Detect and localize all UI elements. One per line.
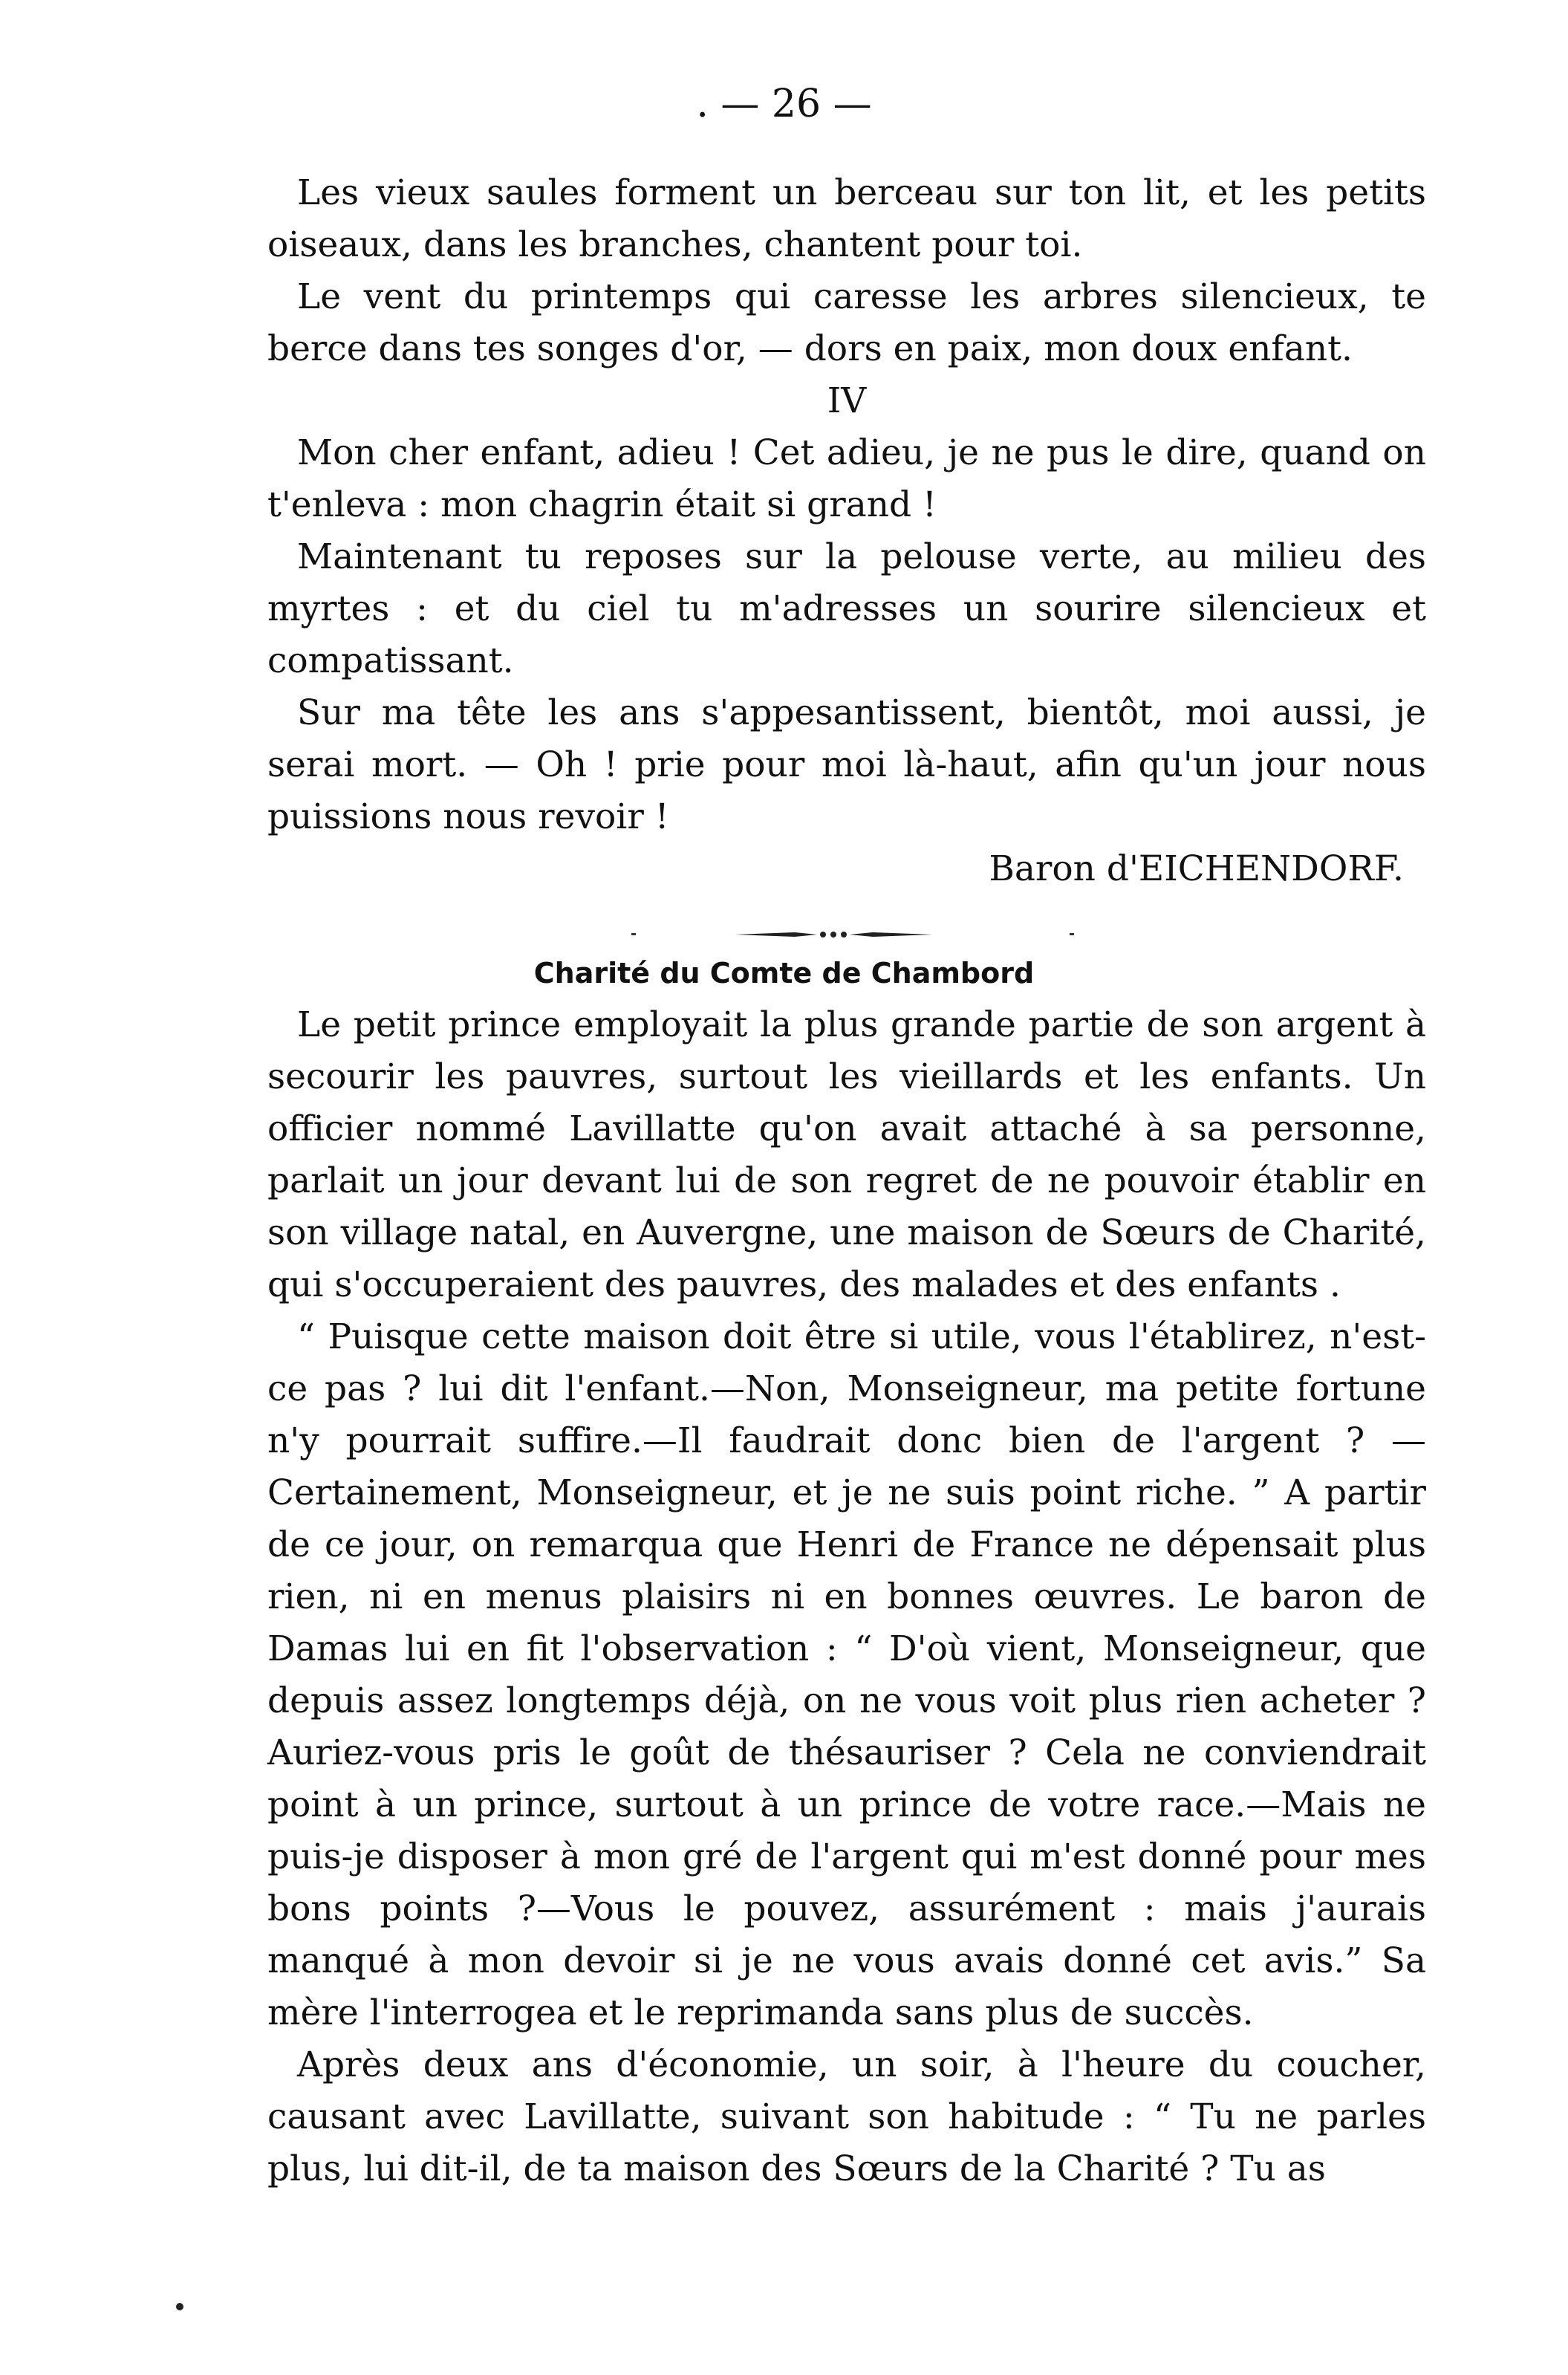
article-body <box>267 999 1426 2195</box>
scan-speck <box>176 2303 183 2310</box>
article-paragraph: “ Puisque cette maison doit être si utile, vous l'établirez, n'est-ce pas ? lui dit l'enfant.—Non, Monseigneur, ma petite fortune n'y pourrait suffire.—Il faudrait donc bien de l'argent ? —Certainement, Monseigneur, et je ne suis point riche. ” A partir de ce jour, on remarqua que Henri de France ne dépensait plus rien, ni en menus plaisirs ni en bonnes œuvres. Le baron de Damas lui en fit l'observation : “ D'où vient, Monseigneur, que depuis assez longtemps déjà, on ne vous voit plus rien acheter ? Auriez-vous pris le goût de thésauriser ? Cela ne conviendrait point à un prince, surtout à un prince de votre race.—Mais ne puis-je disposer à mon gré de l'argent qui m'est donné pour mes bons points ?—Vous le pouvez, assurément : mais j'aurais manqué à mon devoir si je ne vous avais donné cet avis.” Sa mère l'interrogea et le reprimanda sans plus de succès. <box>267 1316 1426 2033</box>
stanza-heading: IV <box>827 380 867 421</box>
poem-paragraph: Sur ma tête les ans s'appesantissent, bientôt, moi aussi, je serai mort. — Oh ! prie pour moi là-haut, afin qu'un jour nous puissions nous revoir ! <box>267 692 1426 837</box>
section-title: Charité du Comte de Chambord <box>533 957 1035 990</box>
poem-paragraph: Les vieux saules forment un berceau sur ton lit, et les petits oiseaux, dans les branches, chantent pour toi. <box>267 172 1426 265</box>
poem-paragraph: Maintenant tu reposes sur la pelouse verte, au milieu des myrtes : et du ciel tu m'adresses un sourire silencieux et compatissant. <box>267 536 1426 681</box>
article-paragraph: Le petit prince employait la plus grande partie de son argent à secourir les pauvres, surtout les vieillards et les enfants. Un officier nommé Lavillatte qu'on avait attaché à sa personne, parlait un jour devant lui de son regret de ne pouvoir établir en son village natal, en Auvergne, une maison de Sœurs de Charité, qui s'occuperaient des pauvres, des malades et des enfants . <box>267 1004 1426 1305</box>
ornament-divider <box>0 927 1568 942</box>
poem-paragraph: Mon cher enfant, adieu ! Cet adieu, je ne pus le dire, quand on t'enleva : mon chagrin était si grand ! <box>267 432 1426 525</box>
article-paragraph: Après deux ans d'économie, un soir, à l'heure du coucher, causant avec Lavillatte, suivant son habitude : “ Tu ne parles plus, lui dit-il, de ta maison des Sœurs de la Charité ? Tu as <box>267 2044 1426 2189</box>
poem-section <box>267 167 1426 895</box>
signature: Baron d'EICHENDORF. <box>989 848 1404 889</box>
poem-paragraph: Le vent du printemps qui caresse les arbres silencieux, te berce dans tes songes d'or, — dors en paix, mon doux enfant. <box>267 276 1426 369</box>
page-number: . — 26 — <box>696 82 872 126</box>
